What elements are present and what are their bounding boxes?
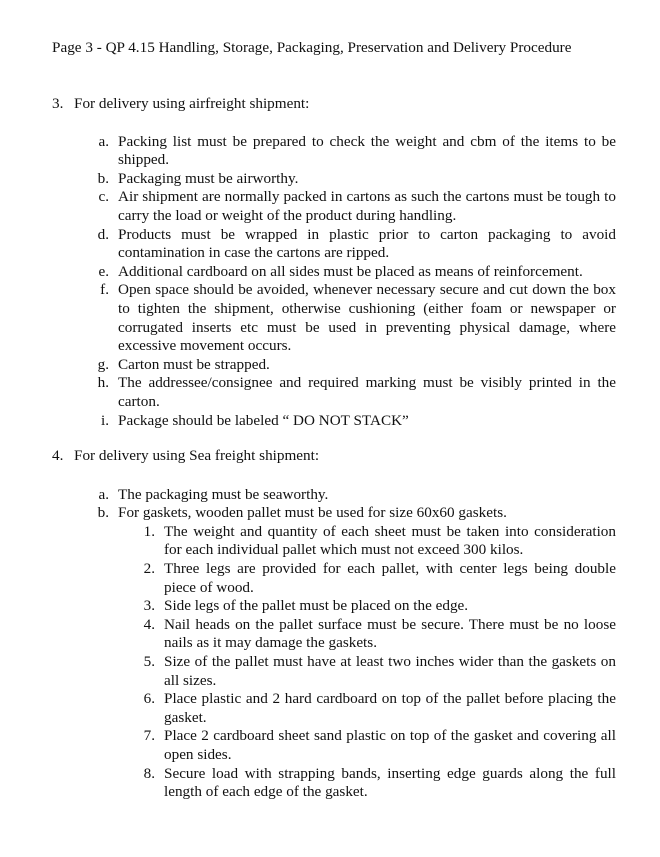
- list-item: [138, 597, 616, 616]
- list-marker: 6.: [143, 690, 155, 708]
- list-marker: b.: [97, 169, 109, 187]
- list-marker: a.: [98, 132, 109, 150]
- list-marker: i.: [100, 411, 109, 429]
- section-number: 4.: [52, 447, 64, 464]
- list-item: [138, 765, 616, 802]
- list-marker: e.: [98, 262, 109, 280]
- airfreight-requirements-list: [92, 133, 616, 431]
- list-item: [92, 356, 616, 375]
- list-item-text: Additional cardboard on all sides must be placed as means of reinforcement.: [118, 262, 583, 280]
- list-item-text: Products must be wrapped in plastic prior to carton packaging to avoid contamination in case the cartons are ripped.: [118, 225, 616, 262]
- list-item: [92, 486, 616, 505]
- list-item: [138, 616, 616, 653]
- section-sea-freight: [52, 447, 616, 802]
- list-item: [138, 653, 616, 690]
- list-item-text: Place 2 cardboard sheet sand plastic on top of the gasket and covering all open sides.: [164, 727, 616, 763]
- list-item-text: Place plastic and 2 hard cardboard on top of the pallet before placing the gasket.: [164, 690, 616, 726]
- page-header: Page 3 - QP 4.15 Handling, Storage, Packaging, Preservation and Delivery Procedure: [52, 39, 572, 56]
- list-item: [92, 281, 616, 355]
- list-item: [92, 374, 616, 411]
- section-heading-row: [52, 447, 616, 466]
- list-marker: 8.: [143, 764, 155, 782]
- list-item-text: Packing list must be prepared to check the weight and cbm of the items to be shipped.: [118, 132, 616, 169]
- list-marker: a.: [98, 485, 109, 503]
- list-item: [92, 263, 616, 282]
- list-item: [92, 412, 616, 431]
- list-marker: d.: [97, 225, 109, 243]
- list-item-text: Nail heads on the pallet surface must be secure. There must be no loose nails as it may damage the gaskets.: [164, 615, 616, 652]
- list-item-text: Secure load with strapping bands, inserting edge guards along the full length of each edge of the gasket.: [164, 764, 616, 801]
- list-marker: 5.: [143, 652, 155, 670]
- section-heading: For delivery using airfreight shipment:: [74, 95, 310, 112]
- list-item: [138, 560, 616, 597]
- list-item-text: Package should be labeled “ DO NOT STACK”: [118, 411, 409, 429]
- list-item: [92, 226, 616, 263]
- section-number: 3.: [52, 95, 64, 112]
- list-marker: 4.: [143, 615, 155, 633]
- list-item-text: Size of the pallet must have at least two inches wider than the gaskets on all sizes.: [164, 652, 616, 689]
- list-marker: 1.: [143, 522, 155, 540]
- list-item: [138, 690, 616, 727]
- list-item-text: The weight and quantity of each sheet must be taken into consideration for each individual pallet which must not exceed 300 kilos.: [164, 522, 616, 559]
- list-item-text: For gaskets, wooden pallet must be used for size 60x60 gaskets.: [118, 504, 507, 522]
- sea-freight-requirements-list: [92, 486, 616, 523]
- list-marker: 7.: [143, 727, 155, 745]
- section-heading: For delivery using Sea freight shipment:: [74, 447, 320, 464]
- list-marker: f.: [100, 281, 109, 299]
- list-item: [92, 504, 616, 523]
- list-marker: b.: [97, 504, 109, 522]
- list-marker: g.: [97, 355, 109, 373]
- list-item-text: Three legs are provided for each pallet, with center legs being double piece of wood.: [164, 559, 616, 596]
- list-item-text: Open space should be avoided, whenever necessary secure and cut down the box to tighten the shipment, otherwise cushioning (either foam or newspaper or corrugated inserts etc must be used in preventing physical damage, where excessive movement occurs.: [118, 281, 616, 355]
- list-marker: 3.: [143, 597, 155, 615]
- list-marker: c.: [98, 188, 109, 206]
- list-item: [92, 188, 616, 225]
- list-item-text: The addressee/consignee and required marking must be visibly printed in the carton.: [118, 374, 616, 410]
- list-item: [138, 523, 616, 560]
- list-item: [138, 727, 616, 764]
- section-airfreight: [52, 95, 616, 430]
- list-marker: 2.: [143, 559, 155, 577]
- list-item-text: Side legs of the pallet must be placed on the edge.: [164, 597, 469, 615]
- list-item-text: The packaging must be seaworthy.: [118, 485, 329, 503]
- list-item-text: Packaging must be airworthy.: [118, 169, 299, 187]
- list-item: [92, 133, 616, 170]
- list-item-text: Carton must be strapped.: [118, 355, 270, 373]
- list-item-text: Air shipment are normally packed in cartons as such the cartons must be tough to carry the load or weight of the product during handling.: [118, 188, 616, 224]
- list-item: [92, 170, 616, 189]
- pallet-instructions-list: [138, 523, 616, 802]
- section-heading-row: [52, 95, 616, 114]
- list-marker: h.: [97, 374, 109, 392]
